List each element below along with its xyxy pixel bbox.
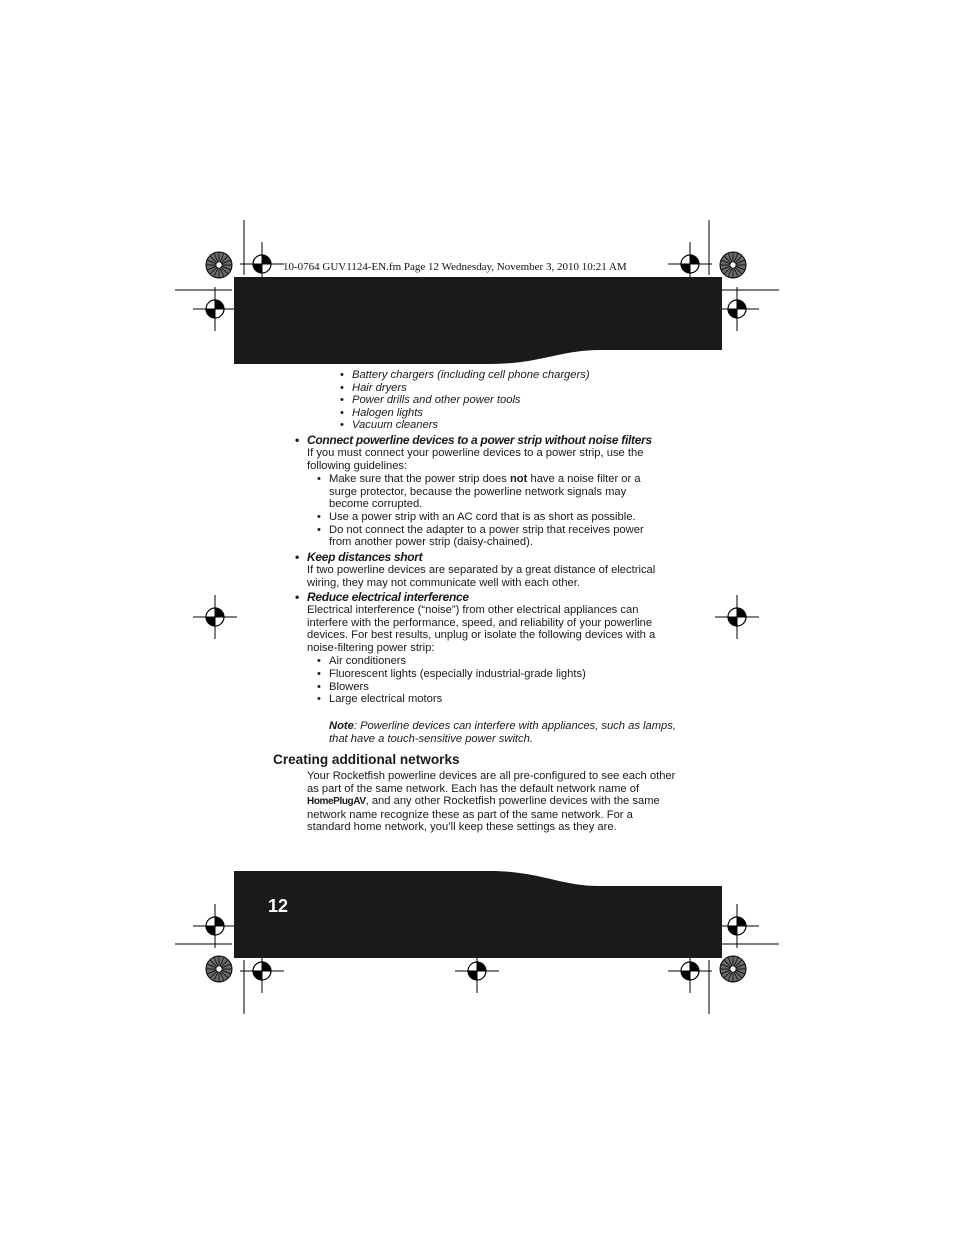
list-item: • Do not connect the adapter to a power strip that receives power from another power strip (daisy-chained).	[329, 524, 669, 549]
interference-devices	[329, 655, 669, 705]
list-item: • Power drills and other power tools	[352, 394, 682, 407]
interference-heading: • Reduce electrical interference	[295, 590, 469, 604]
interference-block	[295, 590, 677, 706]
header-band	[234, 277, 722, 364]
interference-body: Electrical interference (“noise”) from other electrical appliances can interfere with the performance, speed, and reliability of your powerline devices. For best results, unplug or isolate the following devices with a noise-filtering power strip:	[307, 604, 656, 654]
power-strip-guidelines	[329, 473, 669, 549]
list-item: • Battery chargers (including cell phone chargers)	[352, 369, 682, 382]
power-strip-block	[295, 433, 677, 549]
section-title: Creating additional networks	[273, 752, 460, 767]
list-item: • Halogen lights	[352, 407, 682, 420]
distance-block	[295, 550, 677, 589]
note: Note: Powerline devices can interfere with appliances, such as lamps, that have a touch-sensitive power switch.	[329, 720, 676, 745]
list-item: • Air conditioners	[329, 655, 669, 668]
list-item: • Hair dryers	[352, 382, 682, 395]
file-slug: 10-0764 GUV1124-EN.fm Page 12 Wednesday, November 3, 2010 10:21 AM	[283, 261, 627, 273]
list-item: • Use a power strip with an AC cord that is as short as possible.	[329, 511, 669, 524]
list-item: • Large electrical motors	[329, 693, 669, 706]
list-item: • Fluorescent lights (especially industrial-grade lights)	[329, 668, 669, 681]
list-item: • Blowers	[329, 681, 669, 694]
distance-heading: • Keep distances short	[295, 550, 423, 564]
distance-body: If two powerline devices are separated by a great distance of electrical wiring, they may not communicate well with each other.	[307, 564, 656, 589]
footer-band	[234, 871, 722, 958]
device-list	[352, 369, 682, 432]
power-strip-intro: If you must connect your powerline devices to a power strip, use the following guidelines:	[307, 447, 644, 472]
note-label: Note	[329, 720, 354, 732]
list-item: • Vacuum cleaners	[352, 419, 682, 432]
power-strip-heading: • Connect powerline devices to a power strip without noise filters	[295, 433, 652, 447]
page-number: 12	[268, 896, 289, 916]
section-body: Your Rocketfish powerline devices are all pre-configured to see each other as part of the same network. Each has the default network name of HomePlugAV, and any other Rocketfish powerline devices with the same network name recognize these as part of the same network. For a standard home network, you’ll keep these settings as they are.	[307, 770, 676, 834]
list-item: • Make sure that the power strip does not have a noise filter or a surge protector, because the powerline network signals may become corrupted.	[329, 473, 669, 511]
